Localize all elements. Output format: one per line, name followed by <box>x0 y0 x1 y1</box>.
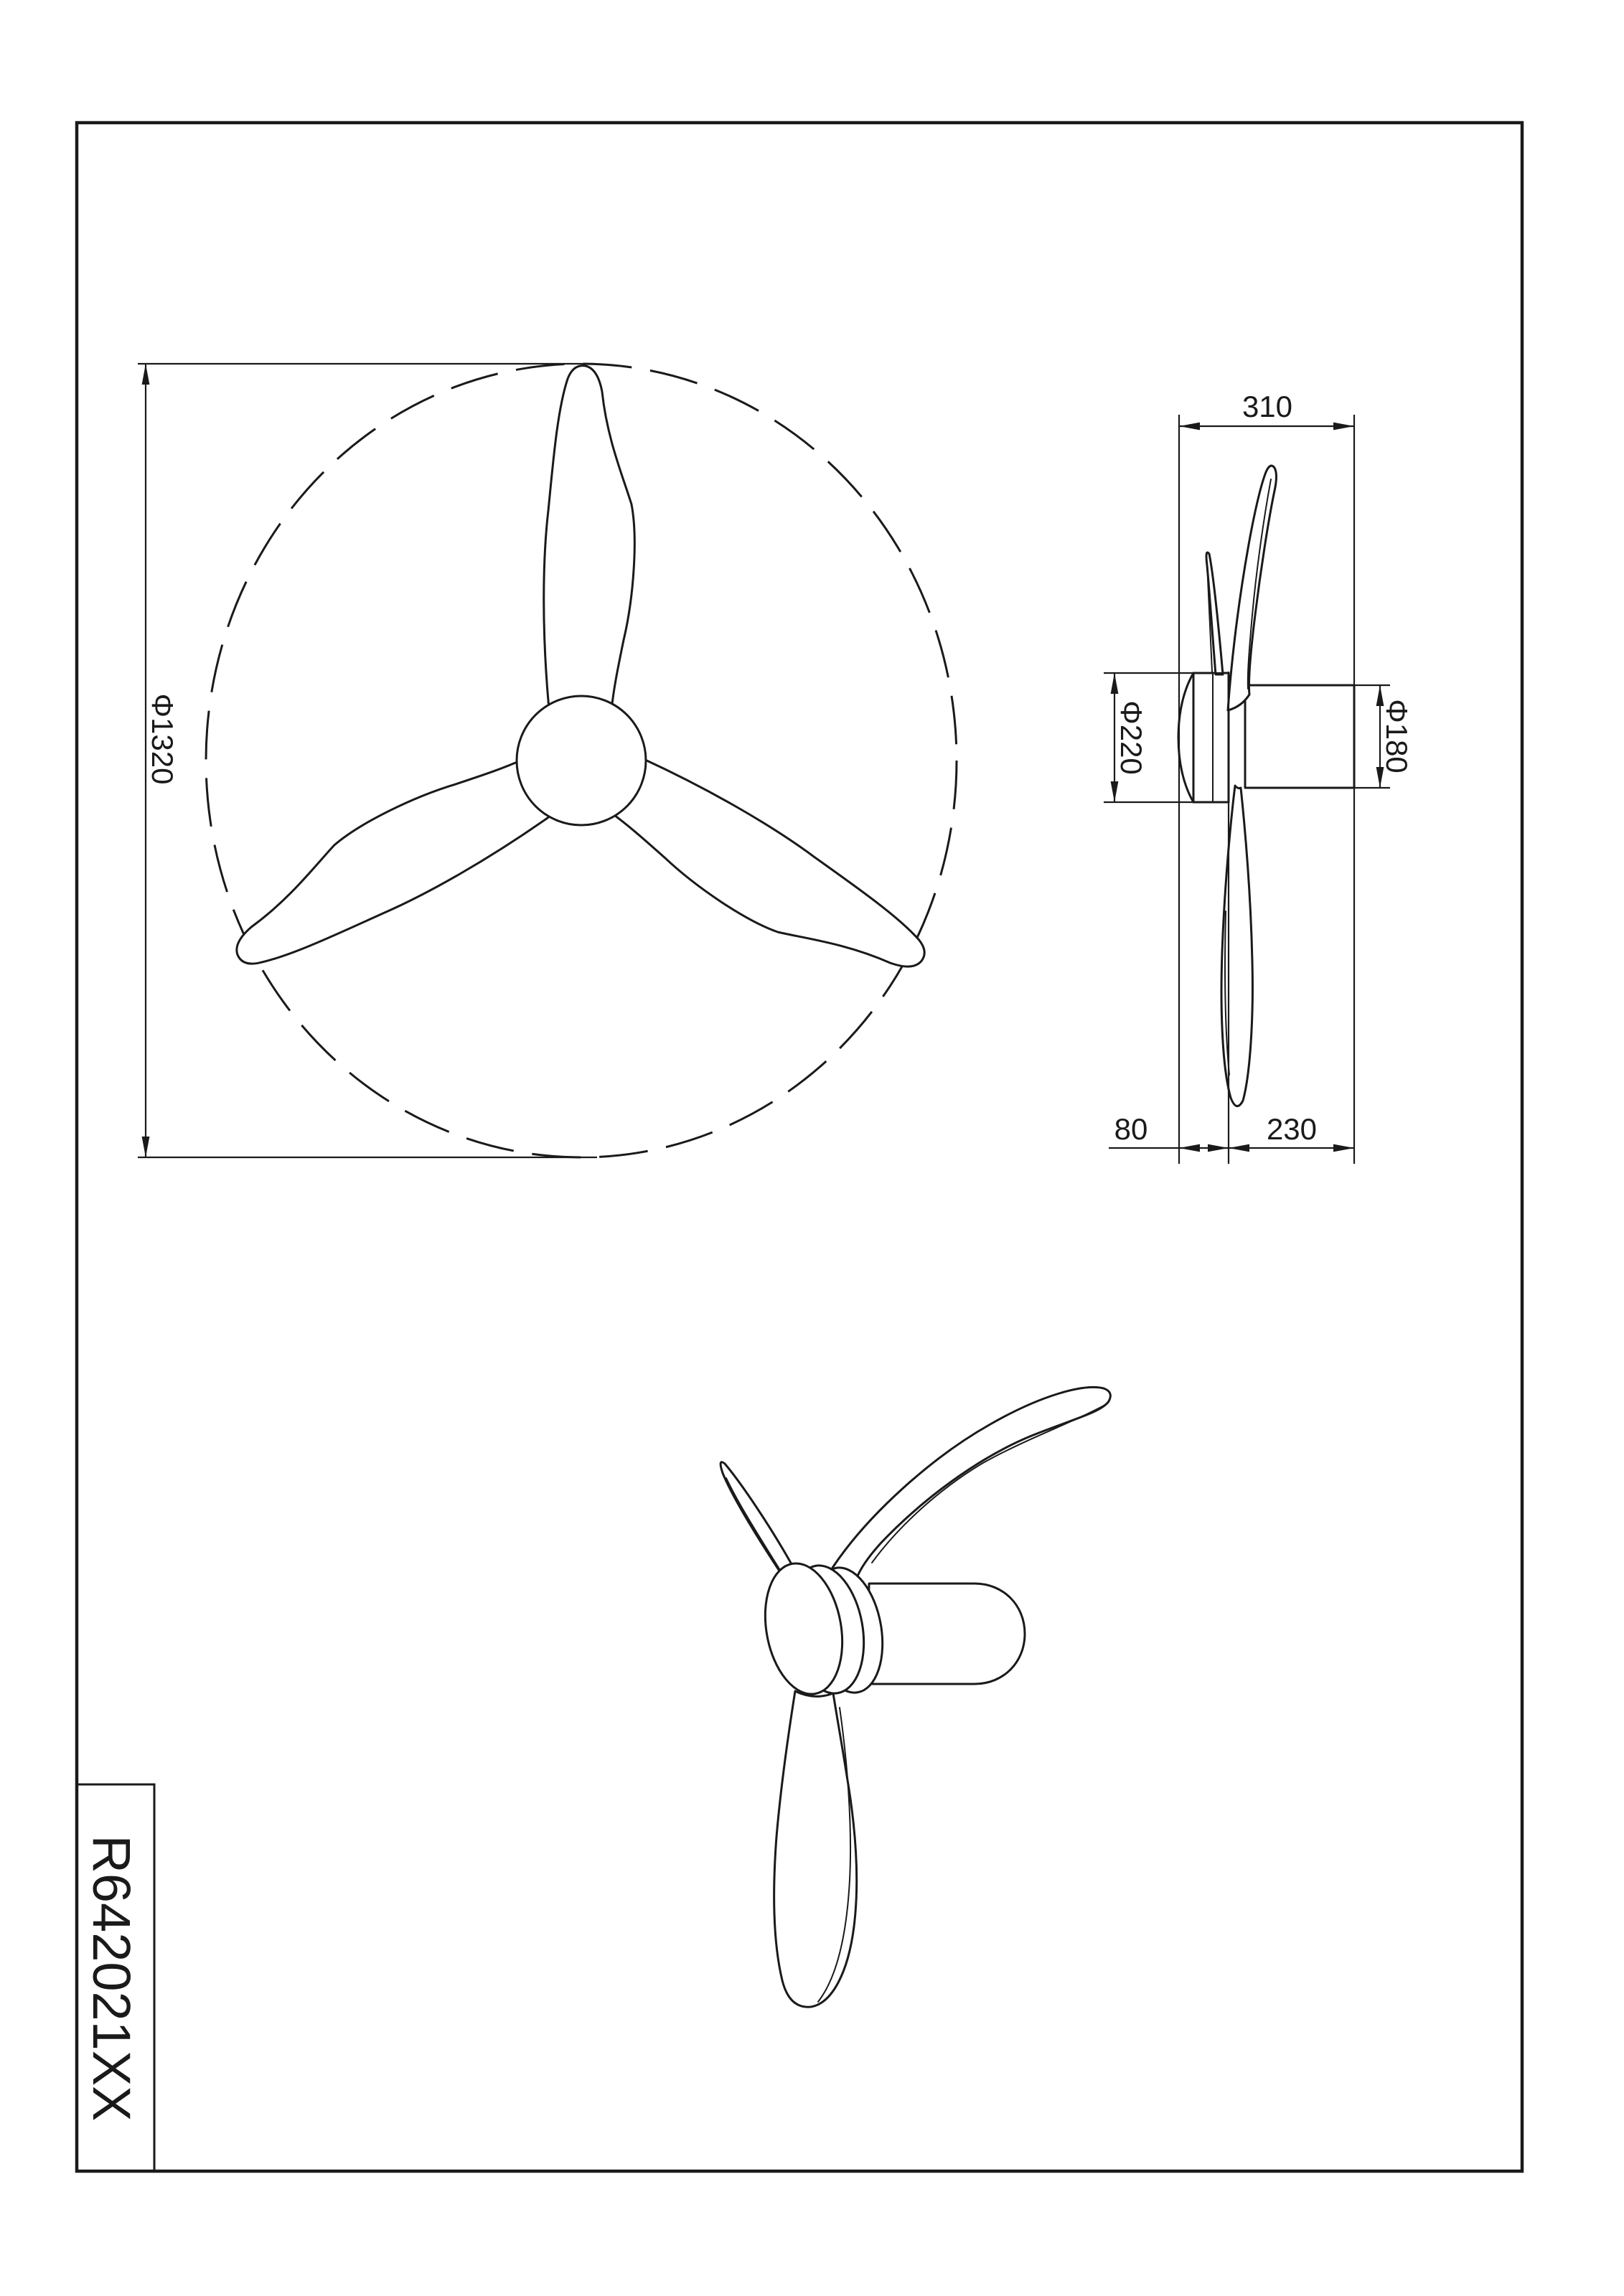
top-view-blade-lower-right <box>598 753 942 1004</box>
iso-blade-upper-right <box>832 1387 1110 1582</box>
top-view-blades <box>212 366 942 1004</box>
side-view <box>1104 390 1414 1164</box>
dim-180-label: Φ180 <box>1380 699 1414 773</box>
dim-230-label: 230 <box>1266 1112 1318 1146</box>
dim-1320-label: Φ1320 <box>146 693 179 785</box>
side-view-hub <box>1178 673 1229 802</box>
isometric-view <box>721 1387 1110 2007</box>
dim-80-230 <box>1109 1112 1354 1148</box>
iso-blade-upper-left <box>721 1462 792 1578</box>
side-blade-big-up <box>1228 466 1277 710</box>
dim-80-label: 80 <box>1114 1112 1148 1146</box>
dim-310-label: 310 <box>1242 390 1293 423</box>
dim-180 <box>1354 685 1414 788</box>
top-view <box>138 364 957 1157</box>
side-view-canopy-dome <box>1178 673 1193 802</box>
part-number-text: R642021XX <box>82 1835 141 2122</box>
side-view-motor-body <box>1245 685 1354 788</box>
iso-motor-body <box>867 1584 1025 1684</box>
top-view-hub <box>517 696 646 825</box>
top-view-blade-up <box>544 366 635 710</box>
side-blade-down <box>1221 786 1252 1106</box>
dim-220-label: Φ220 <box>1114 700 1148 775</box>
top-view-blade-lower-left <box>212 740 556 991</box>
side-view-hub-body <box>1193 673 1229 802</box>
title-block <box>77 1784 154 2171</box>
